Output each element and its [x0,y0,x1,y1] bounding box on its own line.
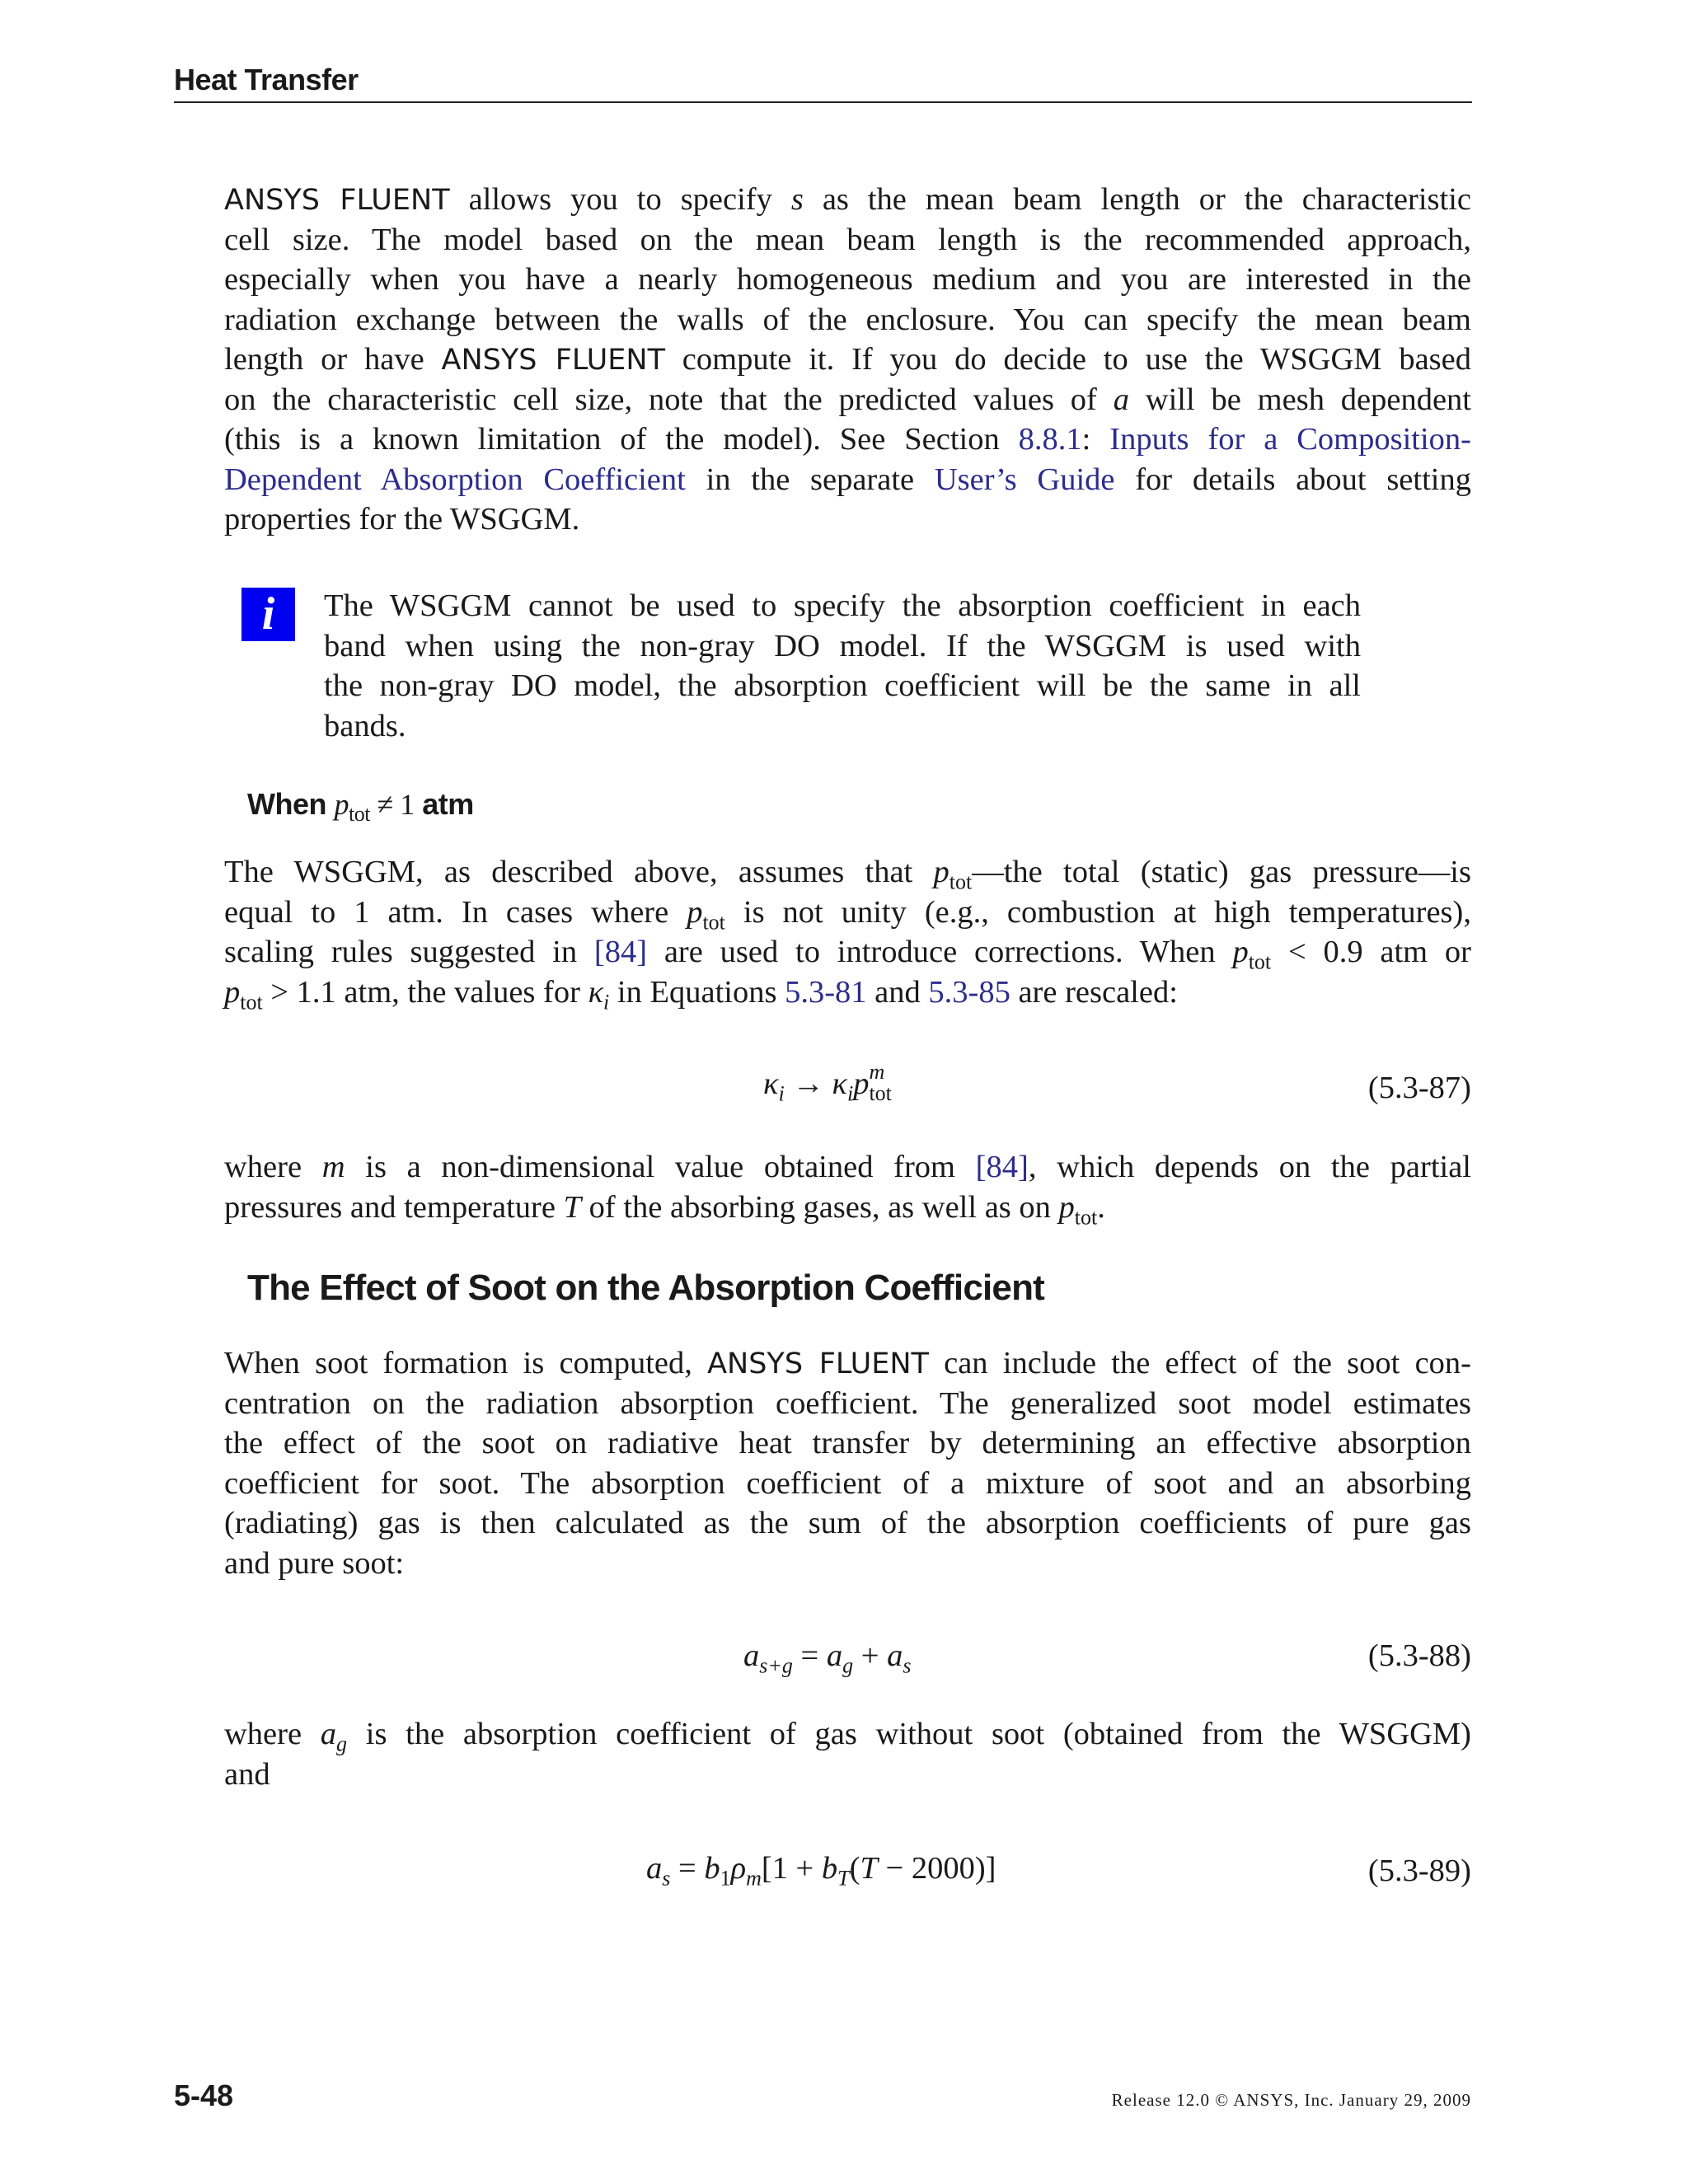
text-line: radiation exchange between the walls of the enclosure. You can specify the mean beam [224,302,1471,337]
text-line: and pure soot: [224,1545,405,1581]
text-line: ANSYS FLUENT allows you to specify s as the mean beam length or the characteristic [224,182,1471,217]
text-line: coefficient for soot. The absorption coefficient of a mixture of soot and an absorbing [224,1465,1471,1501]
paragraph-where-ag [224,1714,1471,1794]
ref-84-link[interactable]: [84] [975,1150,1029,1184]
equation-5-3-87: $\kappa_i \to \kappa_ip$ m tot [763,1060,892,1106]
text-line: where $a_g$ is the absorption coefficient of gas without soot (obtained from the WSGGM) [224,1717,1471,1756]
paragraph-mean-beam-length [224,180,1471,540]
eq-5-3-81-link[interactable]: 5.3-81 [785,974,867,1010]
text-line: Dependent Absorption Coefficient in the separate User’s Guide for details about setting [224,462,1471,497]
text-line: cell size. The model based on the mean beam length is the recommended approach, [224,222,1471,257]
info-note [324,586,1361,746]
text-line: $p_{tot} > 1.1$ atm, the values for $\kappa_i$ in Equations 5.3-81 and 5.3-85 are rescaled: [224,974,1178,1015]
text-line: pressures and temperature T of the absorbing gases, as well as on $p_{tot}$. [224,1189,1105,1230]
text-line: especially when you have a nearly homogeneous medium and you are interested in the [224,262,1471,297]
equation-5-3-88: $a_{s+g} = a_g + a_s$ [743,1638,912,1678]
subheading-ptot: When $p_{tot} \ne 1$ atm [247,787,474,827]
ref-84-link[interactable]: [84] [593,935,648,969]
text-line: the effect of the soot on radiative heat transfer by determining an effective absorption [224,1426,1471,1460]
paragraph-soot-effect [224,1343,1471,1583]
text-line: equal to 1 atm. In cases where $p_{tot}$ is not unity (e.g., combustion at high temperatures), [224,894,1471,935]
running-header: Heat Transfer [174,63,359,96]
text-line: (radiating) gas is then calculated as the sum of the absorption coefficients of pure gas [224,1506,1471,1540]
header-rule [174,101,1472,103]
users-guide-link[interactable]: User’s Guide [934,462,1115,497]
equation-number: (5.3-89) [1367,1854,1471,1888]
section-heading: The Effect of Soot on the Absorption Coefficient [247,1268,1045,1308]
info-icon: i [241,588,295,641]
text-line: the non-gray DO model, the absorption coefficient will be the same in all [324,668,1361,703]
paragraph-pressure-scaling [224,852,1472,1015]
page-number: 5-48 [174,2079,234,2112]
text-line: scaling rules suggested in [84] are used to introduce corrections. When $p_{tot} < 0.9$ atm or [224,935,1472,974]
inputs-composition-link-cont[interactable]: Dependent Absorption Coefficient [224,462,686,497]
equation-number: (5.3-87) [1367,1071,1471,1105]
text-line: band when using the non-gray DO model. If the WSGGM is used with [324,628,1361,663]
text-line: centration on the radiation absorption coefficient. The generalized soot model estimates [224,1385,1471,1421]
section-link-8-8-1[interactable]: 8.8.1 [1018,422,1082,457]
equation-5-3-89: $a_s = b_1\rho_m[1 + b_T(T - 2000)]$ [646,1851,996,1891]
text-line: on the characteristic cell size, note that the predicted values of a will be mesh dependent [224,382,1471,417]
text-line: properties for the WSGGM. [224,502,580,537]
text-line: and [224,1756,270,1792]
release-info: Release 12.0 © ANSYS, Inc. January 29, 2009 [1111,2090,1471,2110]
paragraph-where-m [224,1147,1471,1230]
eq-5-3-85-link[interactable]: 5.3-85 [928,974,1010,1010]
text-line: The WSGGM, as described above, assumes that $p_{tot}—the$ total (static) gas pressure—is [224,855,1471,894]
text-line: length or have ANSYS FLUENT compute it. If you do decide to use the WSGGM based [224,342,1471,377]
text-line: The WSGGM cannot be used to specify the absorption coefficient in each [324,588,1361,623]
text-line: When soot formation is computed, ANSYS FLUENT can include the effect of the soot con- [224,1346,1471,1380]
equation-number: (5.3-88) [1367,1638,1471,1673]
inputs-composition-link[interactable]: Inputs for a Composition- [1109,422,1472,457]
text-line: bands. [324,708,406,743]
text-line: (this is a known limitation of the model). See Section 8.8.1: Inputs for a Composition- [224,422,1472,457]
text-line: where m is a non-dimensional value obtained from [84], which depends on the partial [224,1150,1471,1184]
